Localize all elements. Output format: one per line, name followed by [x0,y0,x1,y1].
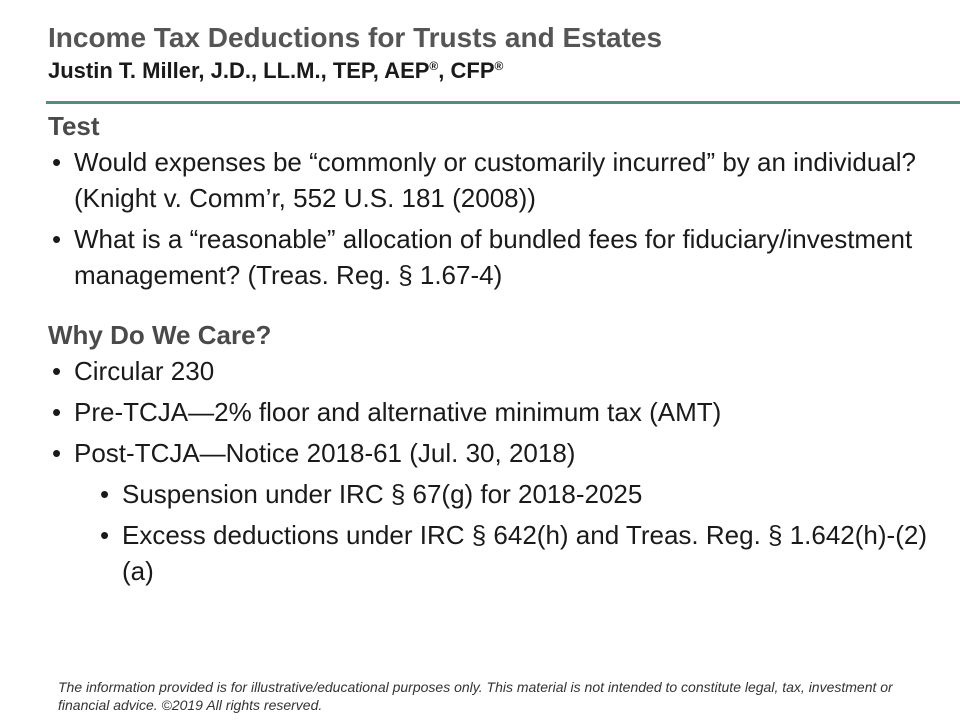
sub-bullet-item: • Excess deductions under IRC § 642(h) and Treas. Reg. § 1.642(h)-(2)(a) [96,517,928,589]
section-heading-why-do-we-care: Why Do We Care? [48,320,272,350]
title-divider [46,101,960,104]
bullet-item: • Pre-TCJA—2% floor and alternative minimum tax (AMT) [48,394,928,430]
footer-disclaimer: The information provided is for illustrative/educational purposes only. This material is not intended to constitute legal, tax, investment or financial advice. ©2019 All rights reserved. [58,679,893,713]
test-bullet-list [48,144,928,293]
section-heading-test: Test [48,111,100,141]
sub-bullet-item: • Suspension under IRC § 67(g) for 2018-2025 [96,476,928,512]
bullet-item: • Post-TCJA—Notice 2018-61 (Jul. 30, 2018) [48,435,928,471]
registered-mark: ® [429,59,439,73]
author-line [48,58,503,84]
bullet-item: • Would expenses be “commonly or customarily incurred” by an individual? (Knight v. Comm’r, 552 U.S. 181 (2008)) [48,144,928,216]
bullet-item: • What is a “reasonable” allocation of bundled fees for fiduciary/investment management? (Treas. Reg. § 1.67-4) [48,221,928,293]
bullet-item: • Circular 230 [48,353,928,389]
registered-mark: ® [494,59,504,73]
slide-content [48,108,928,594]
author-name: Justin T. Miller, J.D., LL.M., TEP, AEP [48,58,430,83]
slide-title: Income Tax Deductions for Trusts and Estates [48,22,663,53]
author-credential-cfp: , CFP [438,58,495,83]
why-care-bullet-list [48,353,928,589]
